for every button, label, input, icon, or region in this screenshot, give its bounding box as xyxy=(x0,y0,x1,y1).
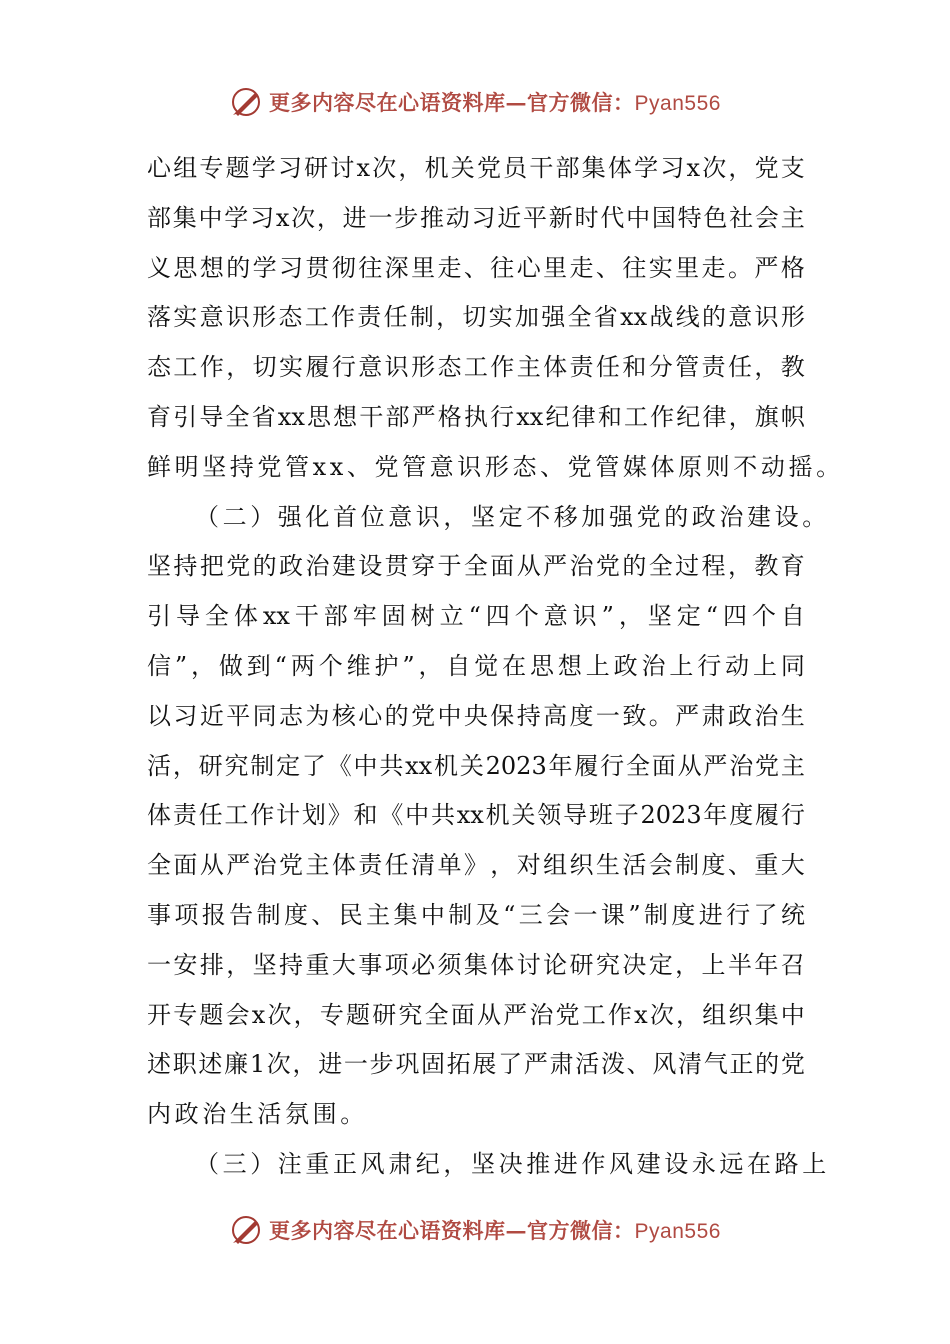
pen-logo-icon xyxy=(229,85,263,119)
text-line: （二）强化首位意识，坚定不移加强党的政治建设。 xyxy=(195,502,830,531)
text-line: 信 ” ， 做 到 “ 两 个 维 护 ” ， 自 觉 在 思 想 上 政 治 上 行 动 上 同 xyxy=(147,651,805,680)
document-body xyxy=(147,144,844,1190)
watermark-text-id: Pyan556 xyxy=(634,92,721,115)
text-line: 义 思 想 的 学 习 贯 彻 往 深 里 走 、 往 心 里 走 、 往 实 里 走 。 严 格 xyxy=(147,253,805,282)
text-line: 态 工 作 ， 切 实 履 行 意 识 形 态 工 作 主 体 责 任 和 分 管 责 任 ， 教 xyxy=(147,353,805,382)
watermark-header xyxy=(0,82,950,122)
watermark-text xyxy=(269,87,721,117)
text-line: 坚 持 把 党 的 政 治 建 设 贯 穿 于 全 面 从 严 治 党 的 全 过 程 ， 教 育 xyxy=(147,552,805,581)
watermark-footer xyxy=(0,1210,950,1250)
text-line: 一 安 排 ， 坚 持 重 大 事 项 必 须 集 体 讨 论 研 究 决 定 ， 上 半 年 召 xyxy=(147,950,805,979)
text-line: 体 责 任 工 作 计 划 》 和 《 中 共 xx 机 关 领 导 班 子 2023 年 度 履 行 xyxy=(147,801,805,830)
text-line: 引 导 全 体 xx 干 部 牢 固 树 立 “ 四 个 意 识 ” ， 坚 定 “ 四 个 自 xyxy=(147,602,805,631)
text-line: 述 职 述 廉 1 次 ， 进 一 步 巩 固 拓 展 了 严 肃 活 泼 、 风 清 气 正 的 党 xyxy=(147,1050,805,1079)
text-line: 以 习 近 平 同 志 为 核 心 的 党 中 央 保 持 高 度 一 致 。 严 肃 政 治 生 xyxy=(147,701,805,730)
watermark-text-id: Pyan556 xyxy=(634,1220,721,1243)
text-line: 内政治生活氛围。 xyxy=(147,1100,368,1129)
watermark-text-cn: 更多内容尽在心语资料库—官方微信： xyxy=(269,1218,635,1243)
watermark-text xyxy=(269,1215,721,1245)
pen-logo-icon xyxy=(229,1213,263,1247)
text-line: 心 组 专 题 学 习 研 讨 x 次 ， 机 关 党 员 干 部 集 体 学 习 x 次 ， 党 支 xyxy=(147,154,805,182)
watermark-text-cn: 更多内容尽在心语资料库—官方微信： xyxy=(269,90,635,115)
text-line: 部 集 中 学 习 x 次 ， 进 一 步 推 动 习 近 平 新 时 代 中 国 特 色 社 会 主 xyxy=(147,203,805,232)
text-line: 落 实 意 识 形 态 工 作 责 任 制 ， 切 实 加 强 全 省 xx 战 线 的 意 识 形 xyxy=(147,303,805,332)
text-line: 全 面 从 严 治 党 主 体 责 任 清 单 》 ， 对 组 织 生 活 会 制 度 、 重 大 xyxy=(147,851,805,880)
text-line: 事 项 报 告 制 度 、 民 主 集 中 制 及 “ 三 会 一 课 ” 制 度 进 行 了 统 xyxy=(147,900,805,929)
text-line: 育 引 导 全 省 xx 思 想 干 部 严 格 执 行 xx 纪 律 和 工 作 纪 律 ， 旗 帜 xyxy=(147,402,805,431)
text-line: （三）注重正风肃纪，坚决推进作风建设永远在路上 xyxy=(195,1149,830,1178)
text-line: 活 ， 研 究 制 定 了 《 中 共 xx 机 关 2023 年 履 行 全 面 从 严 治 党 主 xyxy=(147,751,805,780)
text-line: 开 专 题 会 x 次 ， 专 题 研 究 全 面 从 严 治 党 工 作 x 次 ， 组 织 集 中 xyxy=(147,1000,805,1029)
text-line: 鲜明坚持党管xx、党管意识形态、党管媒体原则不动摇。 xyxy=(147,452,844,481)
